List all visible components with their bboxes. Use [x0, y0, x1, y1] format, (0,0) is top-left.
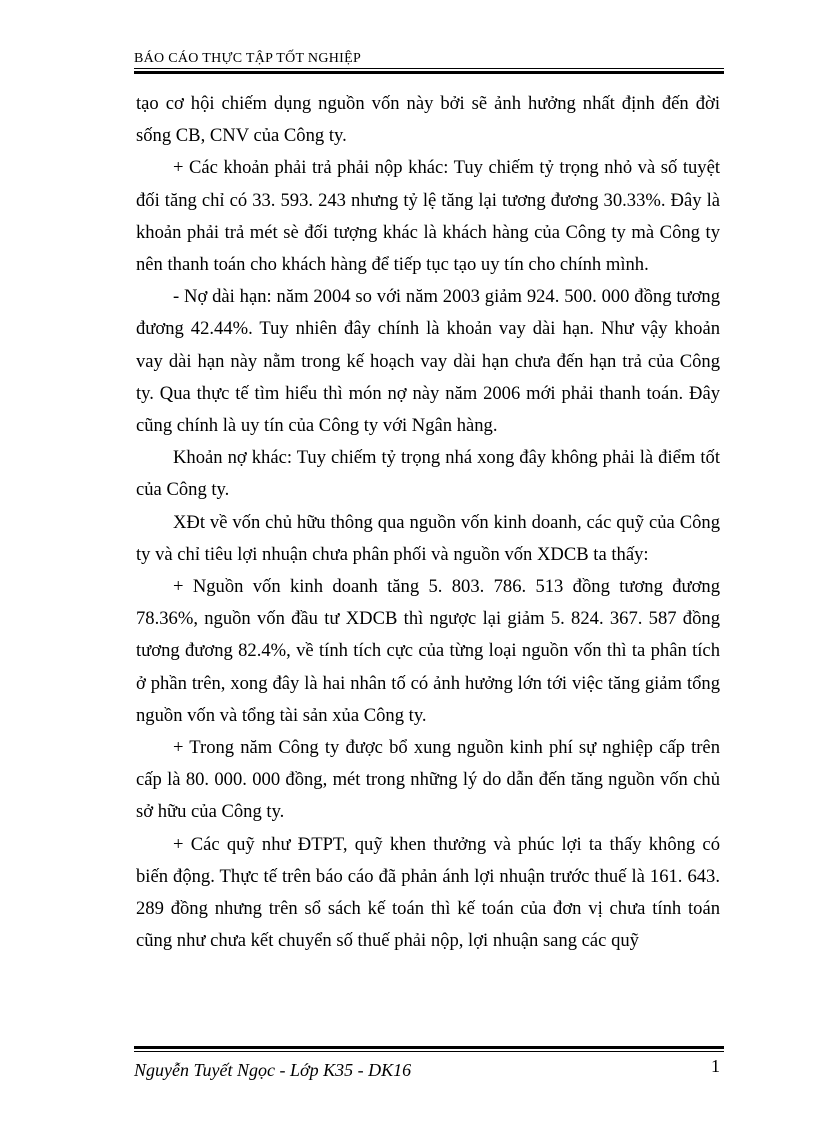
header-rule-thin — [134, 68, 724, 69]
paragraph-funding-supplement: + Trong năm Công ty được bổ xung nguồn kinh phí sự nghiệp cấp trên cấp là 80. 000. 000 đồng, mét trong những lý do dẫn đến tăng nguồn vốn chủ sở hữu của Công ty. — [136, 737, 720, 823]
paragraph-continued: tạo cơ hội chiếm dụng nguồn vốn này bởi sẽ ảnh hưởng nhất định đến đời sống CB, CNV của Công ty. — [136, 93, 720, 147]
paragraph-owner-equity: XĐt về vốn chủ hữu thông qua nguồn vốn kinh doanh, các quỹ của Công ty và chỉ tiêu lợi nhuận chưa phân phối và nguồn vốn XDCB ta thấy: — [136, 511, 720, 565]
footer-rule-thick — [134, 1046, 724, 1049]
report-title: BÁO CÁO THỰC TẬP TỐT NGHIỆP — [134, 51, 362, 66]
paragraph-long-term-debt: - Nợ dài hạn: năm 2004 so với năm 2003 giảm 924. 500. 000 đồng tương đương 42.44%. Tuy nhiên đây chính là khoản vay dài hạn. Như vậy khoản vay dài hạn này nằm trong kế hoạch vay dài hạn chưa đến hạn trả của Công ty. Qua thực tế tìm hiểu thì món nợ này năm 2006 mới phải thanh toán. Đây cũng chính là uy tín của Công ty với Ngân hàng. — [136, 286, 720, 437]
page-number: 1 — [711, 1056, 720, 1076]
paragraph-funds: + Các quỹ như ĐTPT, quỹ khen thưởng và phúc lợi ta thấy không có biến động. Thực tế trên báo cáo đã phản ánh lợi nhuận trước thuế là 161. 643. 289 đồng nhưng trên sổ sách kế toán thì kế toán của đơn vị chưa tính toán cũng như chưa kết chuyển số thuế phải nộp, lợi nhuận sang các quỹ — [136, 833, 720, 952]
footer-row — [134, 1052, 724, 1082]
header-rule-thick — [134, 71, 724, 74]
page-footer — [134, 1046, 724, 1082]
paragraph-other-debt: Khoản nợ khác: Tuy chiếm tỷ trọng nhá xong đây không phải là điểm tốt của Công ty. — [136, 447, 720, 501]
paragraph-business-capital: + Nguồn vốn kinh doanh tăng 5. 803. 786. 513 đồng tương đương 78.36%, nguồn vốn đầu tư XDCB thì ngược lại giảm 5. 824. 367. 587 đồng tương đương 82.4%, về tính tích cực của từng loại nguồn vốn thì ta phân tích ở phần trên, xong đây là hai nhân tố có ảnh hưởng lớn tới việc tăng giảm tổng nguồn vốn và tổng tài sản xủa Công ty. — [136, 576, 720, 726]
page-header — [134, 50, 724, 74]
footer-author: Nguyễn Tuyết Ngọc - Lớp K35 - DK16 — [134, 1060, 412, 1080]
document-body — [136, 88, 720, 957]
paragraph-other-payables: + Các khoản phải trả phải nộp khác: Tuy chiếm tỷ trọng nhỏ và số tuyệt đối tăng chỉ có 33. 593. 243 nhưng tỷ lệ tăng lại tương đương 30.33%. Đây là khoản phải trả mét sè đối tượng khác là khách hàng của Công ty mà Công ty nên thanh toán cho khách hàng để tiếp tục tạo uy tín cho chính mình. — [136, 157, 720, 276]
